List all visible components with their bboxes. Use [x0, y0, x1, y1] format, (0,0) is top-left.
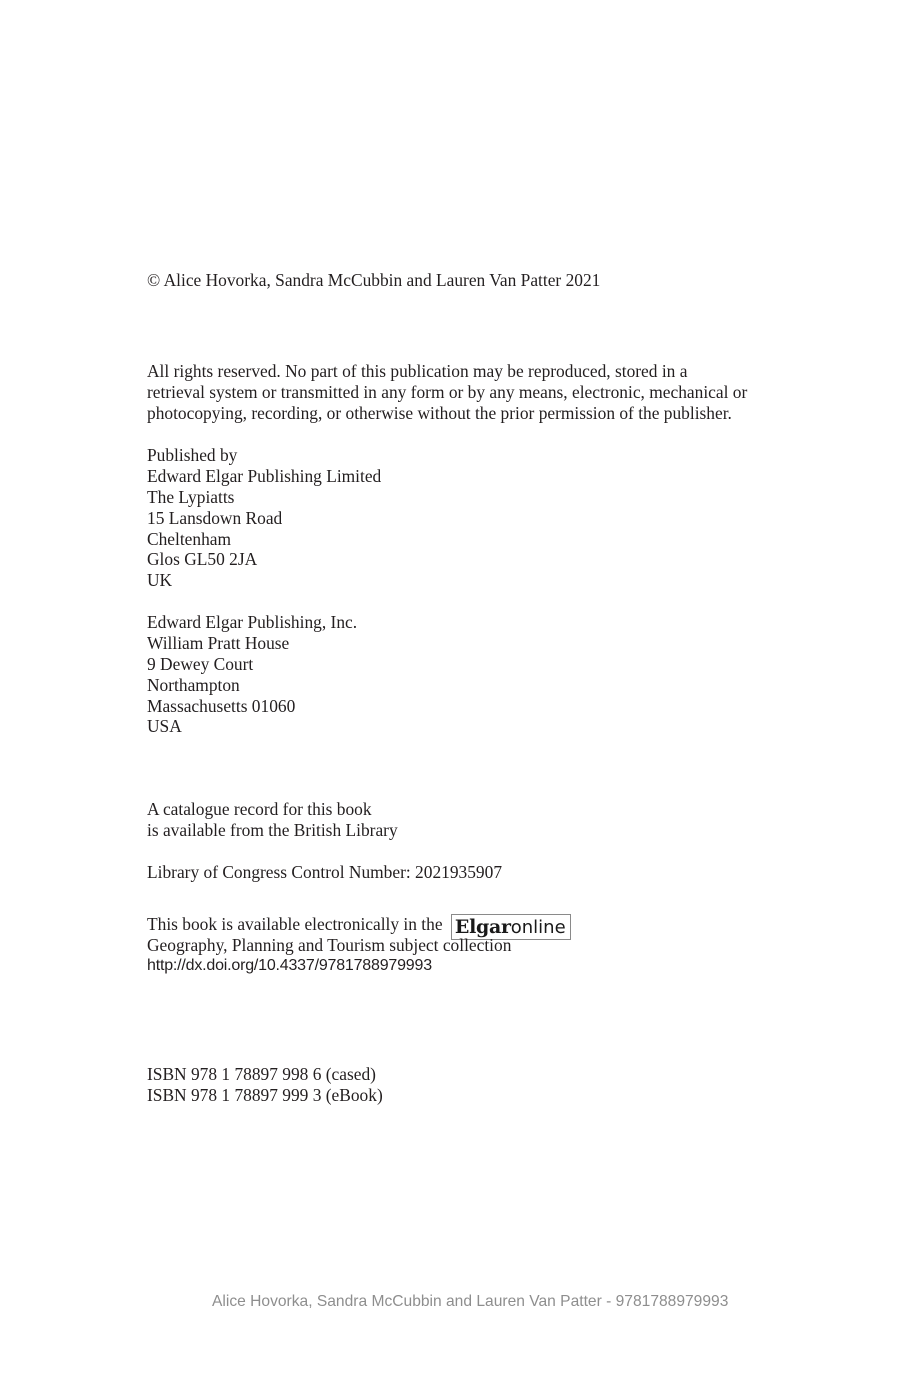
publisher-name: Edward Elgar Publishing, Inc. [147, 612, 358, 632]
catalogue-record [147, 799, 398, 841]
publisher-name: Edward Elgar Publishing Limited [147, 465, 382, 486]
address-line: 9 Dewey Court [147, 653, 254, 674]
address-country: USA [147, 716, 182, 737]
address-line: Cheltenham [147, 528, 232, 549]
publisher-us-address [147, 612, 357, 737]
isbn-cased: ISBN 978 1 78897 998 6 (cased) [147, 1064, 376, 1084]
elgar-logo-light: online [510, 917, 566, 938]
address-line: William Pratt House [147, 632, 290, 653]
loc-line: Library of Congress Control Number: 2021935907 [147, 862, 503, 882]
subject-collection: Geography, Planning and Tourism subject collection [147, 934, 512, 955]
address-line: 15 Lansdown Road [147, 507, 283, 528]
rights-line: retrieval system or transmitted in any form or by any means, electronic, mechanical or [147, 381, 748, 402]
isbn-list [147, 1064, 383, 1106]
publisher-uk-address [147, 445, 381, 591]
electronic-availability [147, 914, 571, 977]
copyright-line: © Alice Hovorka, Sandra McCubbin and Lauren Van Patter 2021 [147, 270, 601, 290]
loc-control-number [147, 862, 502, 883]
rights-line: All rights reserved. No part of this publication may be reproduced, stored in a [147, 361, 688, 381]
copyright-notice [147, 270, 600, 291]
catalogue-line: is available from the British Library [147, 819, 398, 840]
address-line: Glos GL50 2JA [147, 549, 258, 570]
address-line: Northampton [147, 674, 240, 695]
rights-line: photocopying, recording, or otherwise without the prior permission of the publisher. [147, 402, 732, 423]
electronic-intro-line [147, 914, 571, 938]
isbn-ebook: ISBN 978 1 78897 999 3 (eBook) [147, 1084, 383, 1105]
elgar-logo-bold: Elgar [454, 916, 511, 938]
address-country: UK [147, 570, 173, 591]
address-line: The Lypiatts [147, 486, 235, 507]
published-by-label: Published by [147, 445, 238, 465]
rights-statement [147, 361, 747, 424]
address-line: Massachusetts 01060 [147, 695, 296, 716]
electronic-intro: This book is available electronically in the [147, 914, 443, 934]
footer-watermark: Alice Hovorka, Sandra McCubbin and Lauren Van Patter - 9781788979993 [212, 1293, 729, 1310]
doi-link[interactable]: http://dx.doi.org/10.4337/9781788979993 [147, 956, 432, 974]
catalogue-line: A catalogue record for this book [147, 799, 372, 819]
